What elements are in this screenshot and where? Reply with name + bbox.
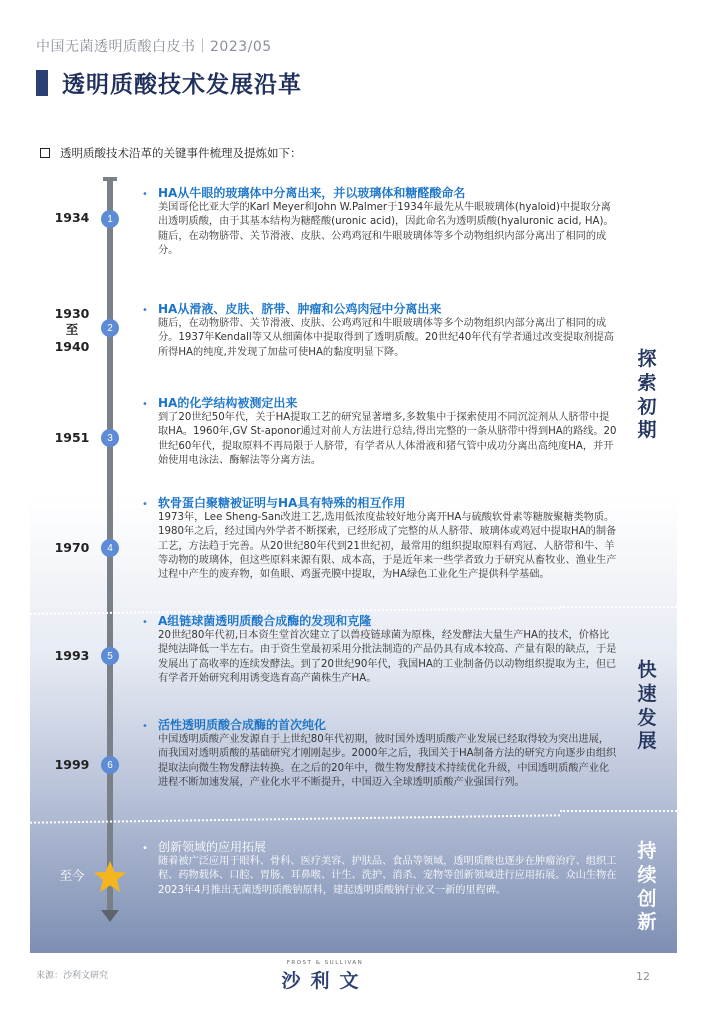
star-icon	[93, 860, 127, 894]
event-title: HA从牛眼的玻璃体中分离出来，并以玻璃体和糖醛酸命名	[158, 186, 466, 200]
bullet-icon: •	[142, 305, 148, 316]
bullet-icon: •	[142, 399, 148, 410]
bullet-icon: •	[142, 499, 148, 510]
source-note: 来源：沙利文研究	[36, 971, 109, 981]
timeline-node: 4	[101, 539, 119, 557]
logo-subtitle: FROST & SULLIVAN	[286, 960, 364, 966]
event-description: 随后，在动物脐带、关节滑液、皮肤、公鸡鸡冠和牛眼玻璃体等多个动物组织内部分离出了相同的成分。1937年Kendall等又从细菌体中提取得到了透明质酸。20世纪40年代有学者通过改变提取剂提高所得HA的纯度,并发现了加盐可使HA的黏度明显下降。	[158, 318, 614, 358]
phase-divider	[560, 606, 677, 608]
event-description: 随着被广泛应用于眼科、骨科、医疗美容、护肤品、食品等领域，透明质酸也逐步在肿瘤治疗、组织工程、药物载体、口腔、胃肠、耳鼻喉、计生、洗护、消杀、宠物等创新领域进行应用拓展。众山生物在2023年4月推出无菌透明质酸钠原料，建起透明质酸钠行业又一新的里程碑。	[158, 856, 617, 896]
timeline-event	[142, 612, 618, 686]
timeline-node: 3	[101, 429, 119, 447]
timeline-node: 2	[101, 319, 119, 337]
year-label: 1993	[54, 648, 90, 663]
event-description: 1973年，Lee Sheng-San改进工艺,选用低浓度盐较好地分离开HA与硫酸软骨素等糖胺聚糖类物质。1980年之后，经过国内外学者不断探索，已经形成了完整的从人脐带、玻璃体或鸡冠中提取HA的制备工艺，方法趋于完善。从20世纪80年代到21世纪初，最常用的组织提取原料有鸡冠、人脐带和牛、羊等动物的玻璃体，但这些原料来源有限、成本高，于是近年来一些学者致力于研究从畜牧业、渔业生产过程中产生的废弃物，如鱼眼、鸡蛋壳膜中提取，为HA绿色工业化生产提供科学基础。	[158, 512, 617, 581]
event-title: A组链球菌透明质酸合成酶的发现和克隆	[158, 614, 372, 628]
logo: 沙利文	[281, 970, 369, 992]
timeline-event	[142, 838, 618, 898]
intro	[40, 145, 302, 161]
event-description: 20世纪80年代初,日本资生堂首次建立了以兽疫链球菌为原株，经发酵法大量生产HA的技术，价格比提纯法降低一半左右。由于资生堂最初采用分批法制造的产品仍具有成本较高、产量有限的缺点，于是发展出了高收率的连续发酵法。到了20世纪90年代，我国HA的工业制备仍以动物组织提取为主，但已有学者开始研究利用诱变选育高产菌株生产HA。	[158, 630, 617, 684]
page-number: 12	[636, 970, 650, 983]
event-title: 软骨蛋白聚糖被证明与HA具有特殊的相互作用	[158, 496, 406, 510]
page-title-wrap	[36, 66, 302, 99]
event-title: HA从滑液、皮肤、脐带、肿瘤和公鸡肉冠中分离出来	[158, 302, 442, 316]
phase-label: 探 索 初 期	[637, 348, 657, 442]
year-label: 1930 至 1940	[54, 306, 90, 354]
checkbox-icon	[40, 148, 50, 158]
event-description: 美国哥伦比亚大学的Karl Meyer和John W.Palmer于1934年最先从牛眼玻璃体(hyaloid)中提取分离出透明质酸，由于其基本结构为糖醛酸(uronic acid)，因此命名为透明质酸(hyaluronic acid, HA)。随后，在动物脐带、关节滑液、皮肤、公鸡鸡冠和牛眼玻璃体等多个动物组织内部分离出了相同的成分。	[158, 202, 614, 256]
bullet-icon: •	[142, 721, 148, 732]
bullet-icon: •	[142, 189, 148, 200]
timeline-event	[142, 716, 618, 790]
year-label: 1999	[54, 757, 90, 772]
event-title: HA的化学结构被测定出来	[158, 396, 298, 410]
timeline-node: 6	[101, 756, 119, 774]
phase-divider	[560, 810, 677, 812]
bullet-icon: •	[142, 843, 148, 854]
timeline-arrow-icon	[101, 910, 119, 922]
timeline-event	[142, 394, 618, 468]
year-label: 1934	[54, 210, 90, 225]
event-description: 中国透明质酸产业发源自于上世纪80年代初期，彼时国外透明质酸产业发展已经取得较为突出进展，而我国对透明质酸的基础研究才刚刚起步。2000年之后，我国关于HA制备方法的研究方向逐步由组织提取法向微生物发酵法转换。在之后的20年中，微生物发酵技术持续优化升级，中国透明质酸产业化进程不断加速发展，产业化水平不断提升，中国迈入全球透明质酸产业强国行列。	[158, 734, 617, 788]
intro-text: 透明质酸技术沿革的关键事件梳理及提炼如下：	[60, 146, 302, 160]
report-header: 中国无菌透明质酸白皮书｜2023/05	[36, 39, 272, 55]
phase-label: 持 续 创 新	[637, 840, 657, 934]
title-accent-bar	[36, 70, 48, 96]
timeline-event	[142, 300, 618, 360]
timeline-event	[142, 184, 618, 258]
bullet-icon: •	[142, 617, 148, 628]
year-label: 至今	[59, 868, 85, 883]
event-description: 到了20世纪50年代，关于HA提取工艺的研究显著增多,多数集中于探索使用不同沉淀剂从人脐带中提取HA。1960年,GV St-aponor通过对前人方法进行总结,得出完整的一条从脐带中得到HA的路线。20世纪60年代，提取原料不再局限于人脐带，有学者从人体滑液和猪气管中成功分离出高纯度HA，并开始使用电泳法、酶解法等分离方法。	[158, 412, 617, 466]
timeline-node: 1	[101, 210, 119, 228]
event-title: 创新领域的应用拓展	[158, 840, 267, 854]
event-title: 活性透明质酸合成酶的首次纯化	[158, 718, 327, 732]
year-label: 1970	[54, 540, 90, 555]
page-title: 透明质酸技术发展沿革	[62, 72, 302, 98]
timeline-node: 5	[101, 647, 119, 665]
year-label: 1951	[54, 430, 90, 445]
phase-label: 快 速 发 展	[637, 659, 657, 753]
timeline-event	[142, 494, 618, 582]
